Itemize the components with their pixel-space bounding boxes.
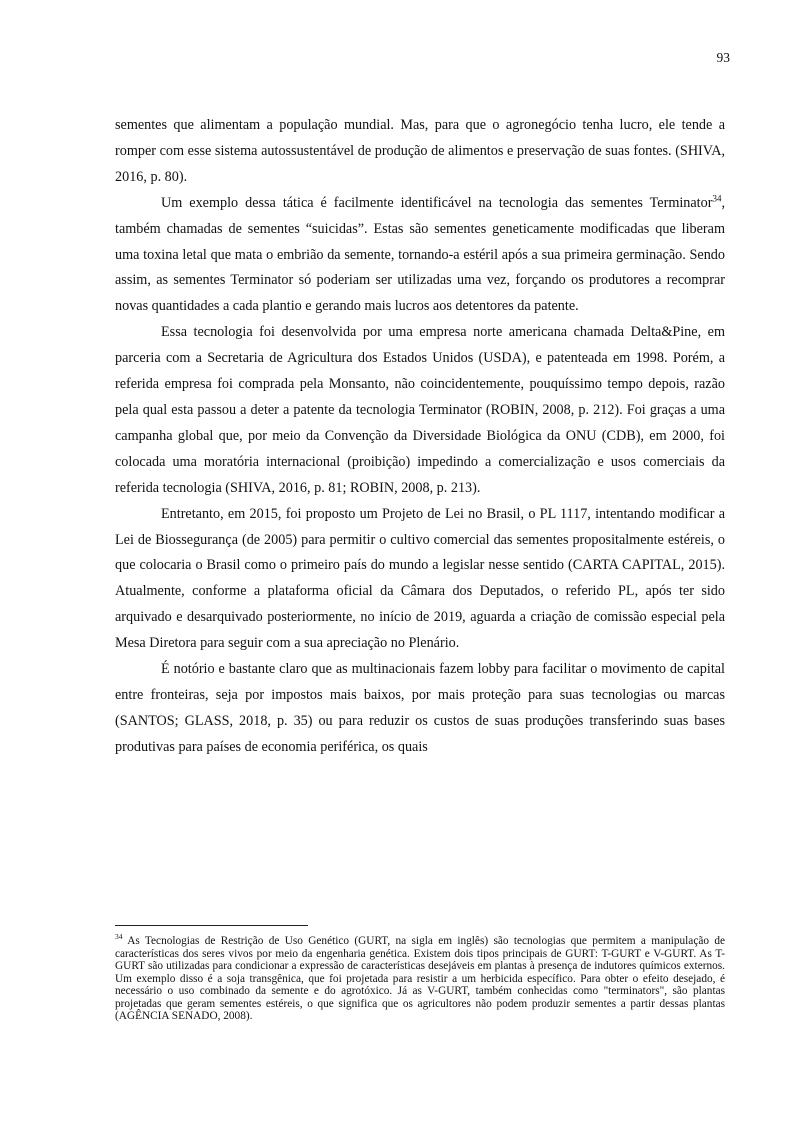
footnote-paragraph (115, 932, 725, 1023)
page-number: 93 (716, 50, 730, 65)
footnote-number: 34 (115, 932, 123, 942)
paragraph-1: sementes que alimentam a população mundial. Mas, para que o agronegócio tenha lucro, ele tende a romper com esse sistema autossustentável de produção de alimentos e preservação de suas fontes. (SHIVA, 2016, p. 80). (115, 117, 725, 185)
paragraph-2-text-after: , também chamadas de sementes “suicidas”. Estas são sementes geneticamente modificadas que liberam uma toxina letal que mata o embrião da semente, tornando-a estéril após a sua primeira germinação. Sendo assim, as sementes Terminator só poderiam ser utilizadas uma vez, forçando os produtores a recomprar novas quantidades a cada plantio e gerando mais lucros aos detentores da patente. (115, 194, 725, 315)
body-text (115, 113, 725, 761)
paragraph-5: É notório e bastante claro que as multinacionais fazem lobby para facilitar o movimento de capital entre fronteiras, seja por impostos mais baixos, por mais proteção para suas tecnologias ou marcas (SANTOS; GLASS, 2018, p. 35) ou para reduzir os custos de suas produções transferindo suas bases produtivas para países de economia periférica, os quais (115, 661, 725, 755)
footnote-divider (115, 925, 308, 926)
paragraph-2-text-before: Um exemplo dessa tática é facilmente identificável na tecnologia das sementes Terminator (161, 194, 713, 211)
paragraph-3: Essa tecnologia foi desenvolvida por uma empresa norte americana chamada Delta&Pine, em parceria com a Secretaria de Agricultura dos Estados Unidos (USDA), e patenteada em 1998. Porém, a referida empresa foi comprada pela Monsanto, não coincidentemente, pouquíssimo tempo depois, razão pela qual esta passou a deter a patente da tecnologia Terminator (ROBIN, 2008, p. 212). Foi graças a uma campanha global que, por meio da Convenção da Diversidade Biológica da ONU (CDB), em 2000, foi colocada uma moratória internacional (proibição) impedindo a comercialização e usos comerciais da referida tecnologia (SHIVA, 2016, p. 81; ROBIN, 2008, p. 213). (115, 324, 725, 496)
footnote (115, 932, 725, 1023)
paragraph-4: Entretanto, em 2015, foi proposto um Projeto de Lei no Brasil, o PL 1117, intentando modificar a Lei de Biossegurança (de 2005) para permitir o cultivo comercial das sementes propositalmente estéreis, o que colocaria o Brasil como o primeiro país do mundo a legislar nesse sentido (CARTA CAPITAL, 2015). Atualmente, conforme a plataforma oficial da Câmara dos Deputados, o referido PL, após ter sido arquivado e desarquivado posteriormente, no início de 2019, aguarda a criação de comissão especial pela Mesa Diretora para seguir com a sua apreciação no Plenário. (115, 505, 725, 652)
footnote-reference[interactable]: 34 (712, 192, 722, 203)
footnote-text: As Tecnologias de Restrição de Uso Genético (GURT, na sigla em inglês) são tecnologias que permitem a manipulação de características dos seres vivos por meio da engenharia genética. Existem dois tipos principais de GURT: T-GURT e V-GURT. As T-GURT são utilizadas para condicionar a expressão de características desejáveis em plantas à presença de indutores químicos externos. Um exemplo disso é a soja transgênica, que foi projetada para resistir a um herbicida específico. Para obter o efeito desejado, é necessário o uso combinado da semente e do agrotóxico. Já as V-GURT, também conhecidas como "terminators", são plantas projetadas que geram sementes estéreis, o que significa que os agricultores não podem produzir sementes a partir dessas plantas (AGÊNCIA SENADO, 2008). (115, 935, 725, 1022)
paragraph-2 (115, 191, 725, 321)
